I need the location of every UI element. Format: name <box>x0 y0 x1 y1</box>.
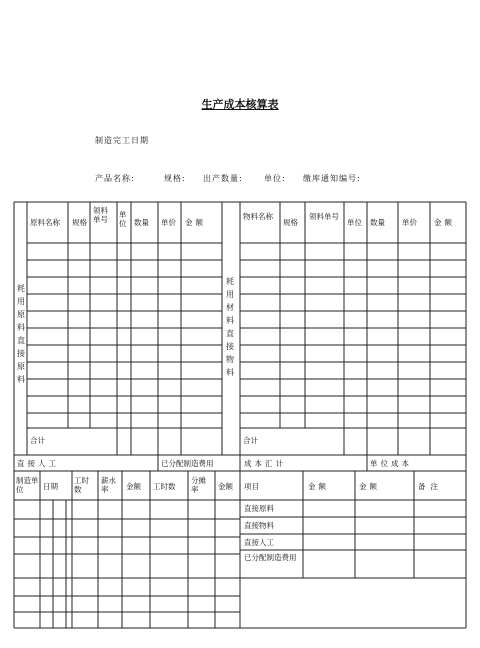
mfg-unit-header: 制造单位 <box>16 476 39 495</box>
quantity-label: 出产数量: <box>203 174 243 183</box>
raw-unit-header: 单位 <box>119 210 127 229</box>
material-qty-header: 数量 <box>370 218 385 227</box>
cost-amount1-header: 金额 <box>308 482 329 491</box>
hours-header: 工时数 <box>74 476 89 495</box>
material-spec-header: 规格 <box>283 218 298 227</box>
raw-spec-header: 规格 <box>72 218 87 227</box>
cost-summary-label: 成本汇计 <box>244 459 286 468</box>
cost-item-direct-raw: 直接原料 <box>244 504 274 513</box>
page-title: 生产成本核算表 <box>201 98 279 111</box>
raw-req-no-header: 领料单号 <box>93 206 108 225</box>
cost-item-allocated-overhead: 已分配制造费用 <box>244 553 297 562</box>
date-header: 日期 <box>43 482 58 491</box>
cost-item-direct-labor: 直接人工 <box>244 538 274 547</box>
material-total-label: 合计 <box>243 436 258 445</box>
material-amount-header: 金额 <box>434 218 455 227</box>
unit-label: 单位: <box>264 174 286 183</box>
raw-name-header: 原料名称 <box>30 218 60 227</box>
material-req-no-header: 领料单号 <box>309 212 339 221</box>
notice-number-label: 缴库通知编号: <box>303 174 361 183</box>
raw-amount-header: 金额 <box>185 218 206 227</box>
remark-header: 备注 <box>418 482 443 491</box>
raw-total-label: 合计 <box>30 436 45 445</box>
hours2-header: 工时数 <box>153 482 176 491</box>
material-name-header: 物料名称 <box>243 212 273 221</box>
overhead-amount-header: 金额 <box>218 482 233 491</box>
raw-qty-header: 数量 <box>134 218 149 227</box>
wage-rate-header: 薪水率 <box>101 476 116 495</box>
cost-item-direct-material: 直接物料 <box>244 521 274 530</box>
material-price-header: 单价 <box>402 218 417 227</box>
allocated-overhead-label: 已分配制造费用 <box>161 459 214 468</box>
unit-cost-label: 单位成本 <box>370 459 412 468</box>
material-side-label: 耗用材料直接物料 <box>226 277 234 377</box>
raw-material-side-label: 耗用原料直接原料 <box>17 284 25 384</box>
cost-item-header: 项目 <box>244 482 259 491</box>
raw-price-header: 单价 <box>161 218 176 227</box>
direct-labor-label: 直接人工 <box>17 459 59 468</box>
labor-amount-header: 金额 <box>126 482 141 491</box>
alloc-rate-header: 分摊率 <box>191 476 206 495</box>
material-unit-header: 单位 <box>347 218 362 227</box>
cost-amount2-header: 金额 <box>359 482 380 491</box>
spec-label: 规格: <box>164 174 186 183</box>
product-name-label: 产品名称: <box>95 174 135 183</box>
completion-date-label: 制造完工日期 <box>95 136 149 145</box>
